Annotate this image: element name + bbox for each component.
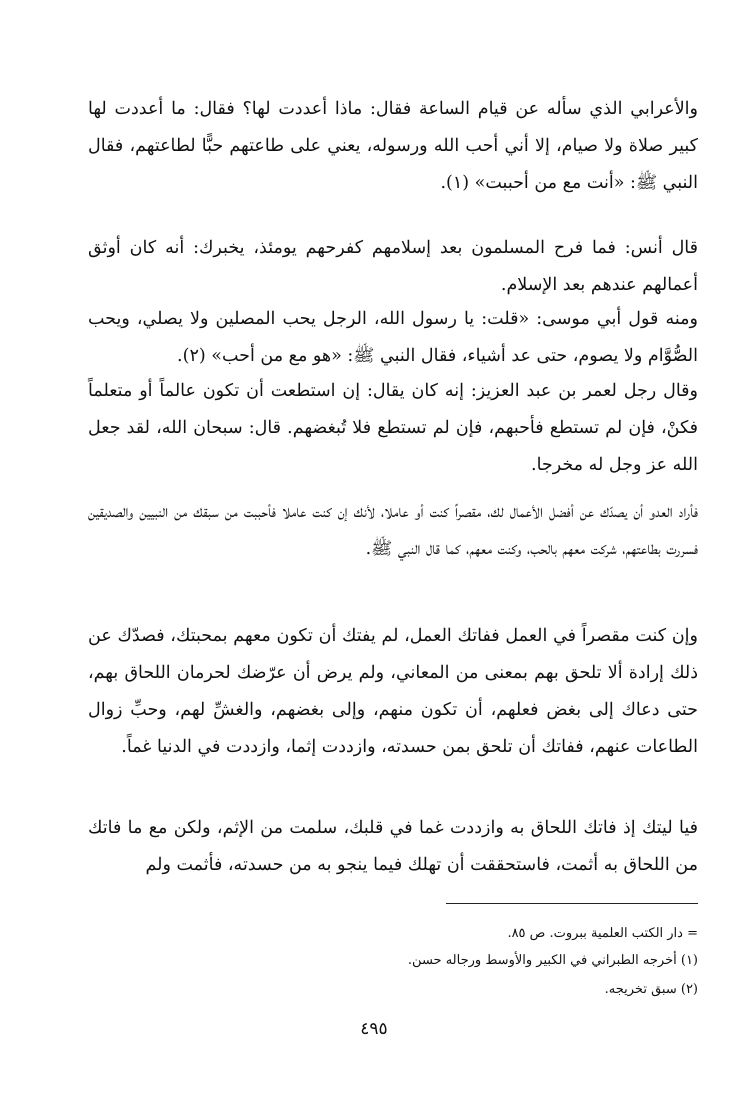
paragraph-7: فيا ليتك إذ فاتك اللحاق به وازددت غما في قلبك، سلمت من الإثم، ولكن مع ما فاتك من اللحاق به أثمت، فاستحققت أن تهلك فيما ينجو به من حسدته، فأثمت ولم [88, 818, 698, 875]
paragraph-2: قال أنس: فما فرح المسلمون بعد إسلامهم كفرحهم يومئذ، يخبرك: أنه كان أوثق أعمالهم عندهم بعد الإسلام. [88, 238, 698, 295]
paragraph-5: فأراد العدو أن يصدّك عن أفضل الأعمال لك، مقصراً كنت أو عاملا، لأنك إن كنت عاملا فأحببت من سبقك من النبيين والصديقين فسررت بطاعتهم، شركت معهم بالحب، وكنت معهم، كما قال النبي ﷺ. [88, 502, 698, 559]
paragraph-1: والأعرابي الذي سأله عن قيام الساعة فقال: ماذا أعددت لها؟ فقال: ما أعددت لها كبير صلاة ولا صيام، إلا أني أحب الله ورسوله، يعني على طاعتهم حبًّا لطاعتهم، فقال النبي ﷺ: «أنت مع من أحببت» (١). [88, 99, 698, 193]
footnote-1: (١) أخرجه الطبراني في الكبير والأوسط ورجاله حسن. [407, 953, 698, 968]
paragraph-4: وقال رجل لعمر بن عبد العزيز: إنه كان يقال: إن استطعت أن تكون عالماً أو متعلماً فكنْ، فإن لم تستطع فأحبهم، فإن لم تستطع فلا تُبغضهم. قال: سبحان الله، لقد جعل الله عز وجل له مخرجا. [88, 381, 698, 475]
footnote-divider [446, 903, 698, 904]
paragraph-3: ومنه قول أبي موسى: «قلت: يا رسول الله، الرجل يحب المصلين ولا يصلي، ويحب الصُّوَّام ولا يصوم، حتى عد أشياء، فقال النبي ﷺ: «هو مع من أحب» (٢). [88, 309, 698, 366]
footnote-2: (٢) سبق تخريجه. [604, 982, 698, 997]
paragraph-6: وإن كنت مقصراً في العمل ففاتك العمل، لم يفتك أن تكون معهم بمحبتك، فصدّك عن ذلك إرادة ألا تلحق بهم بمعنى من المعاني، ولم يرض أن عرّضك لحرمان اللحاق بهم، حتى دعاك إلى بغض فعلهم، أن تكون منهم، وإلى بغضهم، والغشِّ لهم، وحبِّ زوال الطاعات عنهم، ففاتك أن تلحق بمن حسدته، وازددت إثما، وازددت في الدنيا غماً. [88, 626, 698, 757]
footnote-continuation: = دار الكتب العلمية ببروت. ص ٨٥. [507, 926, 698, 941]
page-number: ٤٩٥ [360, 1019, 388, 1039]
